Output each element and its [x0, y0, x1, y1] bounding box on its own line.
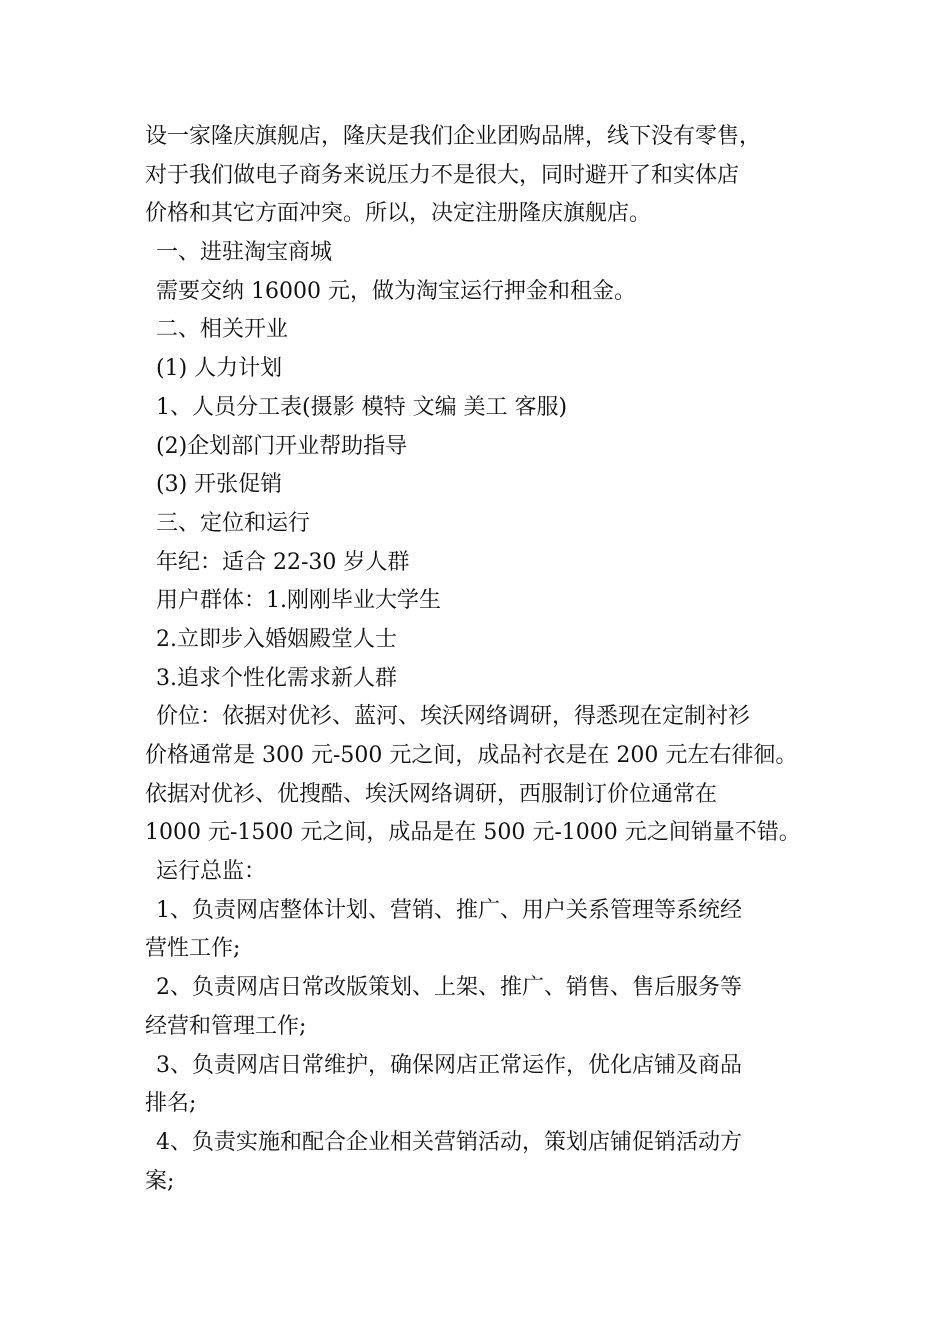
text-line: 案; — [145, 1168, 175, 1194]
text-line: 营性工作; — [145, 936, 241, 962]
text-line: 价位：依据对优衫、蓝河、埃沃网络调研，得悉现在定制衬衫 — [156, 704, 751, 730]
text-line: 需要交纳 16000 元，做为淘宝运行押金和租金。 — [156, 278, 636, 304]
list-item: 1、人员分工表(摄影 模特 文编 美工 客服) — [156, 394, 568, 420]
list-item: 3.追求个性化需求新人群 — [156, 665, 397, 691]
text-line: 依据对优衫、优搜酷、埃沃网络调研，西服制订价位通常在 — [145, 781, 718, 807]
list-item: 4、负责实施和配合企业相关营销活动，策划店铺促销活动方 — [156, 1129, 742, 1155]
section-heading: 一、进驻淘宝商城 — [156, 240, 333, 266]
text-line: 1000 元-1500 元之间，成品是在 500 元-1000 元之间销量不错。 — [145, 820, 801, 846]
text-line: 经营和管理工作; — [145, 1013, 307, 1039]
list-item: 1、负责网店整体计划、营销、推广、用户关系管理等系统经 — [156, 897, 742, 923]
list-item: 3、负责网店日常维护，确保网店正常运作，优化店铺及商品 — [156, 1052, 742, 1078]
text-line: 价格和其它方面冲突。所以，决定注册隆庆旗舰店。 — [145, 201, 652, 227]
list-item: (2)企划部门开业帮助指导 — [156, 433, 408, 459]
section-heading: 二、相关开业 — [156, 317, 289, 343]
text-line: 排名; — [145, 1091, 197, 1117]
text-line: 年纪：适合 22-30 岁人群 — [156, 549, 410, 575]
section-heading: 三、定位和运行 — [156, 510, 311, 536]
text-line: 对于我们做电子商务来说压力不是很大，同时避开了和实体店 — [145, 162, 740, 188]
list-item: (3) 开张促销 — [156, 472, 283, 498]
text-line: 运行总监： — [156, 859, 267, 885]
text-line: 价格通常是 300 元-500 元之间，成品衬衣是在 200 元左右徘徊。 — [145, 743, 798, 768]
text-line: 用户群体：1.刚刚毕业大学生 — [156, 588, 441, 614]
text-line: 设一家隆庆旗舰店，隆庆是我们企业团购品牌，线下没有零售， — [145, 124, 762, 149]
list-item: 2.立即步入婚姻殿堂人士 — [156, 626, 397, 652]
list-item: (1) 人力计划 — [156, 356, 283, 382]
document-body — [145, 118, 810, 1201]
list-item: 2、负责网店日常改版策划、上架、推广、销售、售后服务等 — [156, 975, 742, 1001]
